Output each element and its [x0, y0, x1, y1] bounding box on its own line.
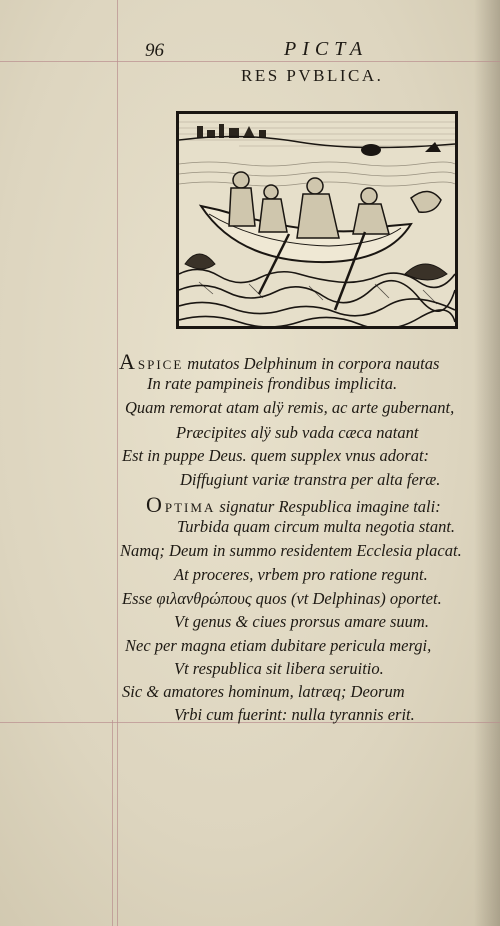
poem-line: Præcipites alÿ sub vada cæca natant — [176, 423, 419, 442]
poem-line: Namq; Deum in summo residentem Ecclesia placat. — [120, 541, 462, 560]
poem-line: Diffugiunt variæ transtra per alta feræ. — [180, 470, 441, 489]
poem-line: Esse φιλανθρώπους quos (vt Delphinas) oportet. — [122, 589, 442, 608]
poem-line: Nec per magna etiam dubitare pericula mergi, — [125, 636, 432, 655]
page-number: 96 — [145, 40, 164, 61]
small-caps-word: PTIMA — [164, 500, 216, 515]
poem-line: Turbida quam circum multa negotia stant. — [177, 517, 456, 536]
margin-rule-inner — [112, 720, 113, 926]
ship-woodcut-illustration — [176, 111, 458, 329]
margin-rule-left — [117, 0, 118, 926]
poem-line: Sic & amatores hominum, latræq; Deorum — [122, 682, 405, 701]
line-text: mutatos Delphinum in corpora nautas — [187, 354, 440, 373]
poem-line: Est in puppe Deus. quem supplex vnus adorat: — [122, 446, 430, 465]
poem-line: Quam remorat atam alÿ remis, ac arte gubernant, — [125, 398, 455, 417]
small-caps-word: SPICE — [137, 357, 184, 372]
poem-line — [146, 494, 441, 516]
page-subtitle: RES PVBLICA. — [241, 66, 384, 85]
poem-line: Vt respublica sit libera seruitio. — [174, 659, 384, 678]
poem-line: Vrbi cum fuerint: nulla tyrannis erit. — [174, 705, 415, 724]
margin-rule-top — [0, 61, 500, 62]
poem-line: At proceres, vrbem pro ratione regunt. — [174, 565, 428, 584]
initial-capital: O — [146, 492, 162, 517]
page-fold-shadow — [474, 0, 500, 926]
poem-line: Vt genus & ciues prorsus amare suum. — [174, 612, 429, 631]
running-title: PICTA — [284, 38, 369, 60]
poem-line — [119, 351, 439, 373]
poem-line: In rate pampineis frondibus implicita. — [147, 374, 398, 393]
initial-capital: A — [119, 349, 135, 374]
line-text: signatur Respublica imagine tali: — [219, 497, 441, 516]
